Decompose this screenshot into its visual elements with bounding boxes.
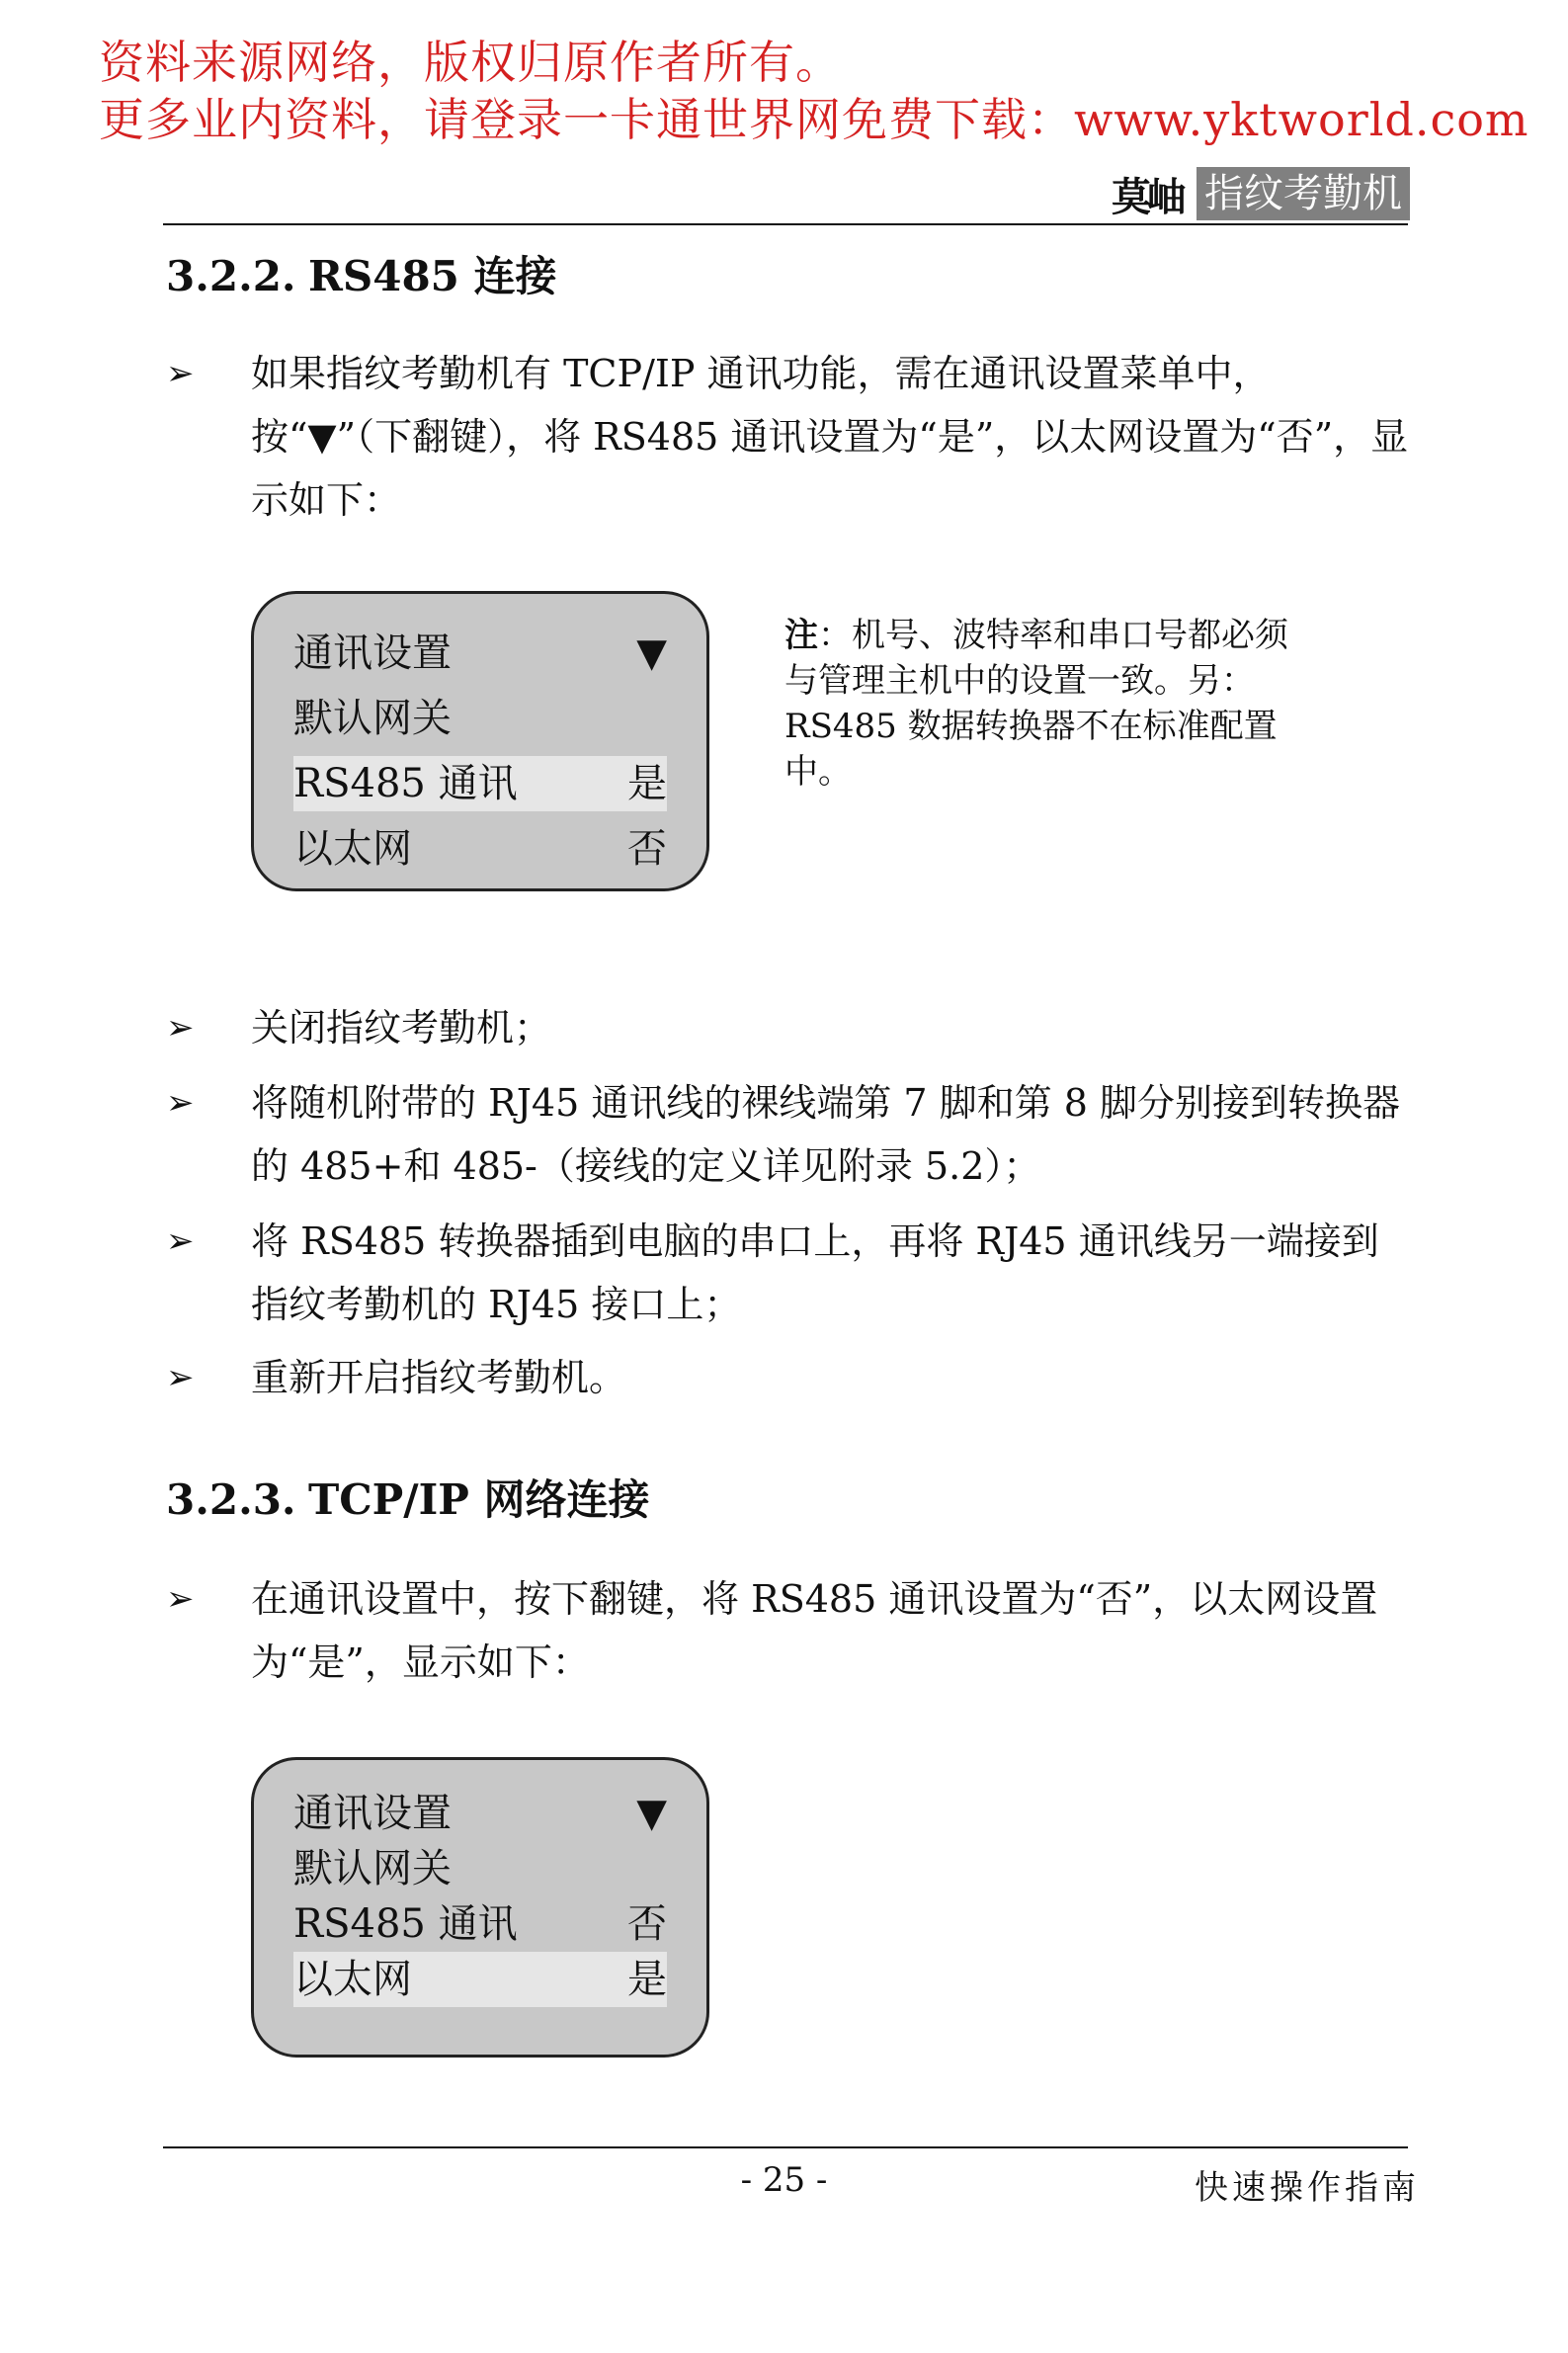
bullet-step [166,1071,1411,1198]
section-heading-tcpip [166,1472,649,1528]
lcd-row-label: 以太网 [293,826,412,872]
lcd-row-selected [293,756,667,811]
bullet-step [166,1346,1411,1409]
lcd-row-label: RS485 通讯 [293,761,518,806]
watermark-line-2: 更多业内资料，请登录一卡通世界网免费下载：www.yktworld.com [99,93,1529,146]
section-title: RS485 连接 [308,252,557,300]
header-rule [163,223,1408,225]
note-text: ：机号、波特率和串口号都必须与管理主机中的设置一致。另：RS485 数据转换器不在标准配置中。 [784,616,1288,792]
lcd-row-value: 是 [627,1957,667,2002]
section-heading-rs485 [166,249,557,304]
footer-rule [163,2146,1408,2148]
lcd-row [293,821,667,877]
bullet-intro-tcpip [166,1567,1411,1694]
lcd-title: 通讯设置 [293,630,452,676]
config-note [784,613,1318,795]
bullet-text: 重新开启指纹考勤机。 [251,1356,627,1399]
section-number: 3.2.3. [166,1475,296,1524]
bullet-arrow-icon: ➢ [166,1008,195,1048]
lcd-row [293,1841,667,1896]
down-arrow-icon: ▼ [636,630,667,676]
bullet-text: 如果指纹考勤机有 TCP/IP 通讯功能，需在通讯设置菜单中，按“▼”（下翻键），将 RS485 通讯设置为“是”，以太网设置为“否”，显示如下： [251,352,1409,522]
bullet-text: 将随机附带的 RJ45 通讯线的裸线端第 7 脚和第 8 脚分别接到转换器的 485+和 485-（接线的定义详见附录 5.2）； [251,1081,1401,1188]
bullet-arrow-icon: ➢ [166,1221,195,1261]
lcd-screen-rs485 [251,591,709,891]
bullet-step [166,1210,1411,1336]
lcd-row [293,1896,667,1952]
bullet-text: 将 RS485 转换器插到电脑的串口上，再将 RJ45 通讯线另一端接到指纹考勤机的 RJ45 接口上； [251,1219,1379,1326]
bullet-text: 关闭指纹考勤机； [251,1006,552,1050]
lcd-row-label: 以太网 [293,1957,412,2002]
page-number: - 25 - [740,2160,828,2200]
lcd-row [293,691,667,746]
bullet-intro-rs485 [166,342,1411,532]
lcd-row-value: 否 [627,1901,667,1947]
lcd-title-row [293,1786,667,1841]
note-label: 注 [784,616,818,655]
down-arrow-icon: ▼ [636,1791,667,1836]
lcd-row-label: RS485 通讯 [293,1901,518,1947]
lcd-row-value: 否 [627,826,667,872]
watermark-line-1: 资料来源网络，版权归原作者所有。 [99,36,842,89]
lcd-row-value: 是 [627,761,667,806]
lcd-row-selected [293,1952,667,2007]
lcd-row-label: 默认网关 [293,1846,452,1891]
bullet-text: 在通讯设置中，按下翻键，将 RS485 通讯设置为“否”，以太网设置为“是”，显示如下： [251,1577,1378,1684]
brand-logo: 莫岫 [1112,173,1183,220]
lcd-title: 通讯设置 [293,1791,452,1836]
bullet-arrow-icon: ➢ [166,1083,195,1123]
bullet-step [166,996,1411,1059]
product-tag: 指纹考勤机 [1197,167,1410,220]
bullet-arrow-icon: ➢ [166,1579,195,1619]
bullet-arrow-icon: ➢ [166,1358,195,1397]
lcd-screen-tcpip [251,1757,709,2058]
lcd-row-label: 默认网关 [293,696,452,741]
section-title: TCP/IP 网络连接 [308,1475,650,1524]
lcd-title-row [293,626,667,681]
bullet-arrow-icon: ➢ [166,354,195,393]
header-brand [1112,166,1410,221]
section-number: 3.2.2. [166,252,296,300]
footer-guide-title: 快速操作指南 [1195,2168,1420,2208]
